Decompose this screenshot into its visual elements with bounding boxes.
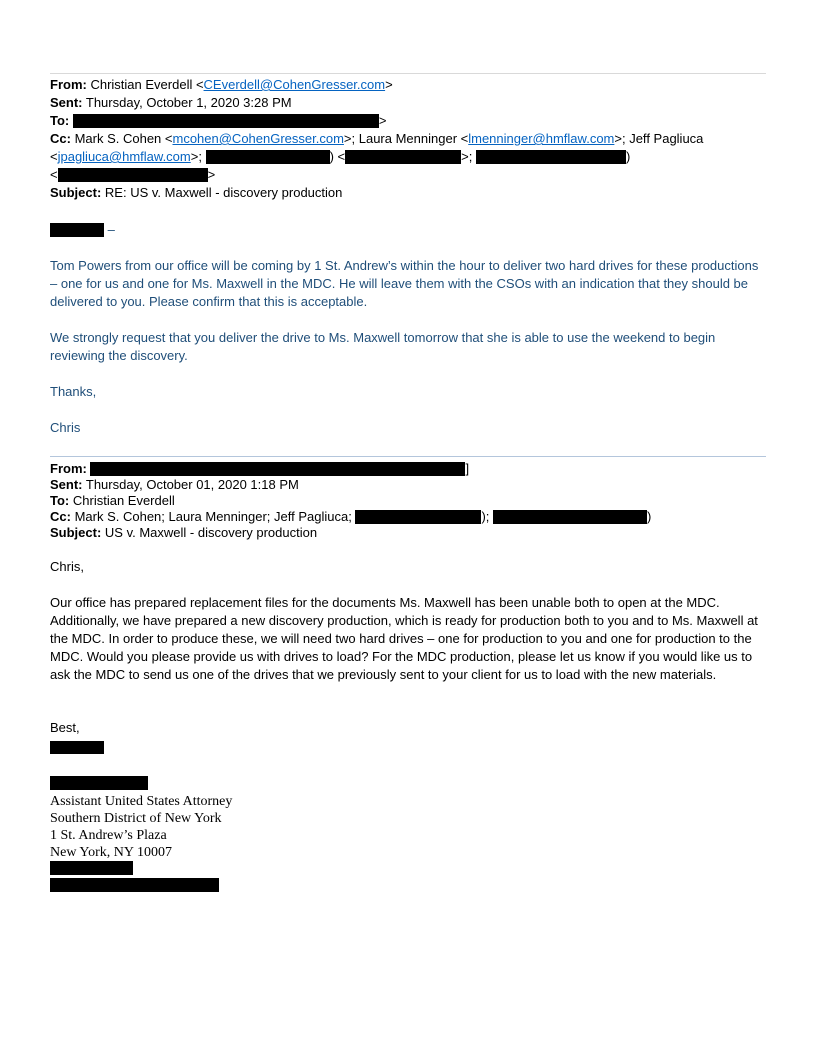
email1-thanks: Thanks, — [50, 384, 97, 399]
email1-cc-line-2 — [50, 149, 630, 165]
redaction-block — [206, 150, 330, 164]
sent-value: Thursday, October 1, 2020 3:28 PM — [85, 95, 292, 110]
signature-title: Assistant United States Attorney — [50, 794, 233, 809]
cc-text: < — [50, 167, 58, 182]
redaction-block — [90, 462, 465, 476]
cc-text: ) — [647, 509, 652, 524]
greeting-dash: – — [107, 222, 115, 237]
redaction-block — [50, 741, 104, 754]
cc-text: >; Laura Menninger < — [343, 131, 469, 146]
email1-greeting — [50, 222, 115, 238]
redaction-block — [50, 223, 104, 237]
redaction-block — [355, 510, 481, 524]
cc-text: ) — [625, 149, 631, 164]
redaction-block — [58, 168, 208, 182]
email2-closing: Best, — [50, 720, 80, 735]
cc-label: Cc: — [50, 509, 71, 524]
message-separator — [50, 456, 766, 457]
redaction-block — [345, 150, 461, 164]
email2-subject-line — [50, 525, 317, 541]
cc-text: ); — [481, 509, 490, 524]
from-label: From: — [50, 77, 87, 92]
email2-to-line — [50, 493, 175, 509]
subject-label: Subject: — [50, 185, 102, 200]
email2-from-line — [50, 461, 469, 477]
redaction-block — [50, 861, 133, 875]
subject-value: US v. Maxwell - discovery production — [104, 525, 318, 540]
cc-email-link[interactable]: mcohen@CohenGresser.com — [172, 131, 344, 146]
cc-text: Mark S. Cohen < — [74, 131, 173, 146]
email1-subject-line — [50, 185, 342, 201]
email1-paragraph-1: Tom Powers from our office will be coming by 1 St. Andrew’s within the hour to deliver two hard drives for these productions – one for us and one for Ms. Maxwell in the MDC. He will leave them with the CSOs with an indication that they should be delivered to you. Please confirm that this is acceptable. — [50, 258, 759, 309]
from-email-link[interactable]: CEverdell@CohenGresser.com — [203, 77, 386, 92]
subject-label: Subject: — [50, 525, 102, 540]
header-divider — [50, 73, 766, 74]
redaction-block — [50, 878, 219, 892]
email1-sent-line — [50, 95, 292, 111]
to-close: > — [378, 113, 387, 128]
cc-email-link[interactable]: jpagliuca@hmflaw.com — [57, 149, 191, 164]
email1-paragraph-2: We strongly request that you deliver the drive to Ms. Maxwell tomorrow that she is able to use the weekend to begin reviewing the discovery. — [50, 330, 716, 363]
cc-text: >; — [461, 149, 476, 164]
cc-label: Cc: — [50, 131, 71, 146]
sent-label: Sent: — [50, 95, 83, 110]
redaction-block — [476, 150, 626, 164]
from-close: > — [385, 77, 393, 92]
email1-cc-line — [50, 131, 703, 147]
to-value: Christian Everdell — [72, 493, 175, 508]
redaction-block — [493, 510, 647, 524]
email1-to-line — [50, 113, 386, 129]
redaction-block — [50, 776, 148, 790]
from-close: ] — [465, 461, 470, 476]
redaction-block — [73, 114, 379, 128]
sent-value: Thursday, October 01, 2020 1:18 PM — [85, 477, 299, 492]
email1-signoff: Chris — [50, 420, 81, 435]
signature-address-1: 1 St. Andrew’s Plaza — [50, 828, 167, 843]
email2-cc-line — [50, 509, 651, 525]
email2-body: Our office has prepared replacement files for the documents Ms. Maxwell has been unable both to open at the MDC. Additionally, we have prepared a new discovery production, which is ready for production both to you and to Ms. Maxwell at the MDC. In order to produce these, we will need two hard drives – one for production to you and one for production to the MDC. Would you please provide us with drives to load? For the MDC production, please let us know if you would like us to ask the MDC to send us one of the drives that we previously sent to your client for us to load with the new materials. — [50, 595, 758, 682]
cc-text: >; Jeff Pagliuca — [614, 131, 704, 146]
from-name: Christian Everdell < — [90, 77, 204, 92]
email2-greeting: Chris, — [50, 559, 84, 574]
cc-email-link[interactable]: lmenninger@hmflaw.com — [468, 131, 615, 146]
signature-address-2: New York, NY 10007 — [50, 845, 172, 860]
cc-text: > — [207, 167, 216, 182]
email2-sent-line — [50, 477, 299, 493]
cc-text: >; — [190, 149, 206, 164]
to-label: To: — [50, 113, 70, 128]
to-label: To: — [50, 493, 70, 508]
cc-text: < — [50, 149, 58, 164]
sent-label: Sent: — [50, 477, 83, 492]
from-label: From: — [50, 461, 87, 476]
email1-from-line — [50, 77, 393, 93]
email1-cc-line-3 — [50, 167, 215, 183]
cc-value: Mark S. Cohen; Laura Menninger; Jeff Pagliuca; — [74, 509, 352, 524]
cc-text: ) < — [329, 149, 346, 164]
signature-office: Southern District of New York — [50, 811, 222, 826]
subject-value: RE: US v. Maxwell - discovery production — [104, 185, 343, 200]
